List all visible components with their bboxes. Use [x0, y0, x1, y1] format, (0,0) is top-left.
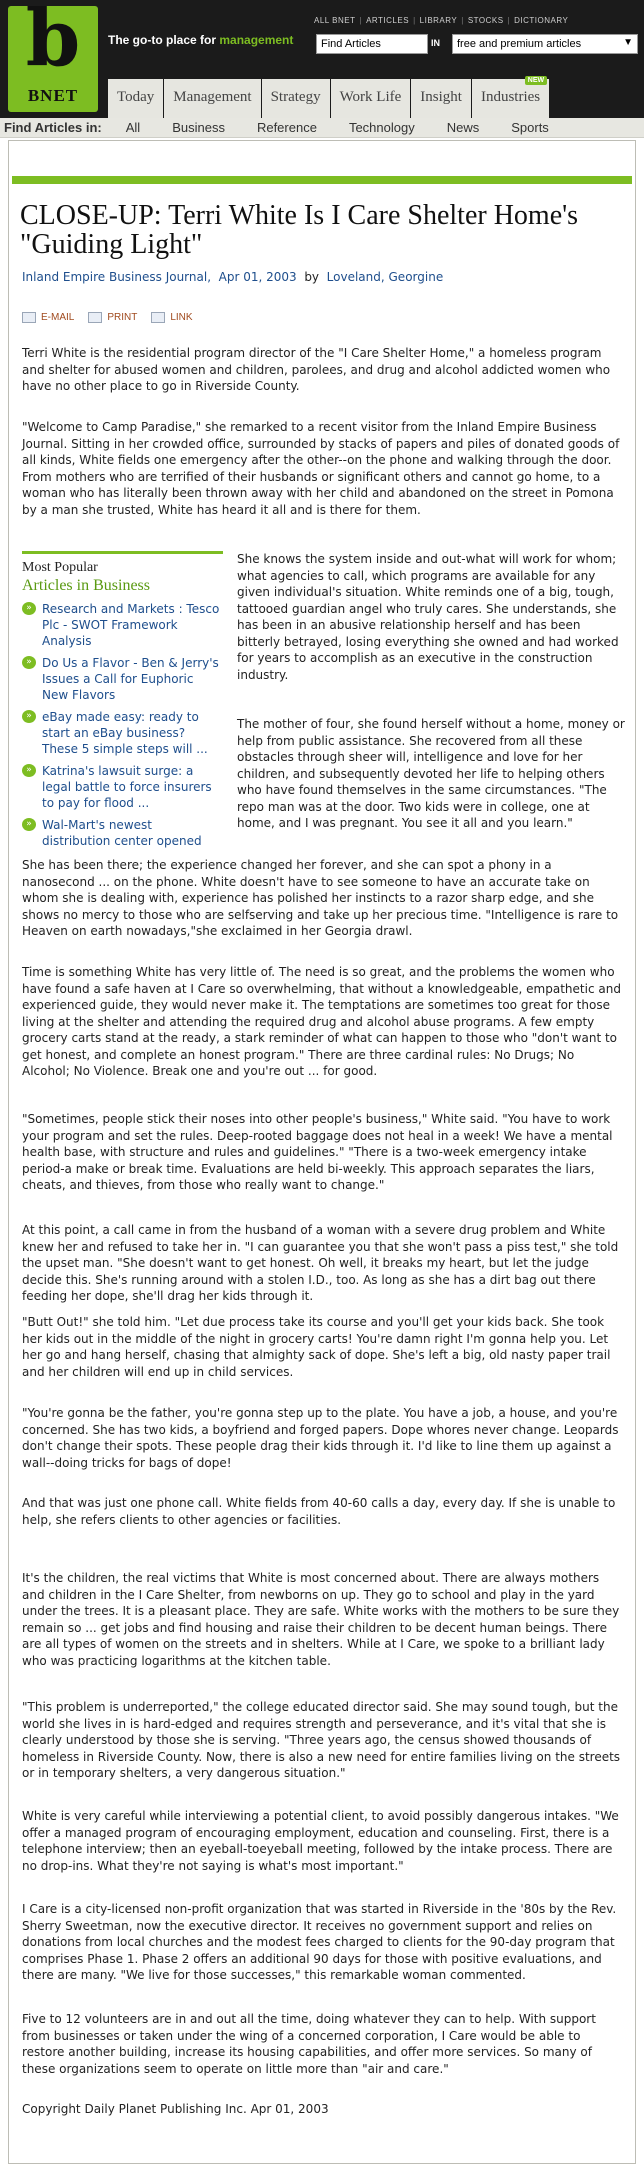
search-input[interactable]: Find Articles: [316, 34, 428, 54]
nav-tab-industries-label: Industries: [480, 89, 541, 105]
nav-tab-insight[interactable]: Insight: [411, 79, 471, 118]
search-scope-select[interactable]: [452, 34, 638, 54]
source-link[interactable]: Inland Empire Business Journal: [22, 270, 208, 284]
article-paragraph: And that was just one phone call. White fields from 40-60 calls a day, every day. If she is unable to help, she refers clients to other agencies or facilities.: [22, 1496, 616, 1527]
article-paragraph: "You're gonna be the father, you're gonna step up to the plate. You have a job, a house, and you're concerned. She has two kids, a boyfriend and forged papers. Dope whores never change. Leopards don't change their spots. These people drag their kids through it. I'd like to line them up against a wall--doing tricks for bags of dope!: [22, 1406, 619, 1470]
site-header: [0, 0, 644, 118]
search-scope-value: free and premium articles: [457, 38, 582, 50]
logo-word: BNET: [27, 86, 79, 105]
popular-article-link[interactable]: [22, 601, 223, 649]
printer-icon: [88, 312, 102, 323]
popular-article-title: Research and Markets : Tesco Plc - SWOT Framework Analysis: [42, 602, 220, 648]
article-paragraph: She has been there; the experience changed her forever, and she can spot a phony in a nanosecond ... on the phone. White doesn't have to see someone to have an accurate take on whom she is dealing with, experience has polished her instincts to a razor sharp edge, and she shows no mercy to those who are selfserving and take up her precious time. "Intelligence is rare to Heaven on earth nowadays,"she exclaimed in her Georgia drawl.: [22, 858, 619, 938]
nav-tab-work-life[interactable]: Work Life: [331, 79, 411, 118]
category-link-all[interactable]: All: [125, 120, 141, 135]
main-nav: [108, 79, 550, 118]
print-label: PRINT: [107, 312, 138, 323]
article-paragraph: White is very careful while interviewing a potential client, to avoid possibly dangerous intakes. "We offer a managed program of encouraging employment, education and counseling. First, there is a telephone interview; then an eyeball-toeyeball meeting, followed by the intake process. There are no drop-ins. What they're not saying is what's most important.": [22, 1809, 619, 1873]
print-button[interactable]: [88, 312, 137, 323]
top-link-library[interactable]: LIBRARY: [419, 16, 458, 25]
copyright-notice: Copyright Daily Planet Publishing Inc. Apr 01, 2003: [22, 2102, 329, 2116]
article-tools: [22, 312, 193, 323]
popular-article-title: eBay made easy: ready to start an eBay business? These 5 simple steps will ...: [42, 710, 208, 756]
logo-letter: b: [25, 0, 81, 84]
popular-article-link[interactable]: [22, 655, 223, 703]
link-label: LINK: [170, 312, 193, 323]
nav-tab-today[interactable]: Today: [108, 79, 163, 118]
bullet-arrow-icon: »: [22, 602, 36, 615]
email-label: E-MAIL: [41, 312, 75, 323]
article-paragraph: I Care is a city-licensed non-profit organization that was started in Riverside in the '80s by the Rev. Sherry Sweetman, now the executive director. It receives no government support and relies on donations from local churches and the modest fees charged to clients for the 90-day program that comprises Phase 1. Phase 2 offers an additional 90 days for those with positive evaluations, and there are many. "We live for those successes," this remarkable woman commented.: [22, 1902, 617, 1982]
nav-tab-management[interactable]: Management: [164, 79, 260, 118]
divider: |: [461, 16, 464, 25]
popular-article-link[interactable]: [22, 817, 223, 849]
article-paragraph: Terri White is the residential program director of the "I Care Shelter Home," a homeless program and shelter for abused women and children, parolees, and drug and alcohol addicted women who have no other place to go in Riverside County.: [22, 346, 611, 393]
bullet-arrow-icon: »: [22, 710, 36, 723]
article-paragraph: "Welcome to Camp Paradise," she remarked to a recent visitor from the Inland Empire Business Journal. Sitting in her crowded office, surrounded by stacks of papers and piles of donated goods of all kinds, White fields one emergency after the other--on the phone and walking through the door. From mothers who are terrified of their husbands or significant others and cannot go home, to a woman who has literally been thrown away with her child and abandoned on the street in Pomona by a man she trusted, White has heard it all and is there for them.: [22, 420, 620, 517]
link-button[interactable]: [151, 312, 192, 323]
divider: |: [359, 16, 363, 25]
top-link-all-bnet[interactable]: ALL BNET: [314, 16, 356, 25]
popular-article-title: Katrina's lawsuit surge: a legal battle to force insurers to pay for flood ...: [42, 764, 212, 810]
accent-bar: [12, 176, 632, 184]
bullet-arrow-icon: »: [22, 764, 36, 777]
sidebar-rule: [22, 551, 223, 554]
bnet-logo[interactable]: [8, 0, 98, 112]
tagline-prefix: The go-to place for: [108, 33, 216, 47]
article-paragraph: She knows the system inside and out-what will work for whom; what agencies to call, which programs are available for any given individual's situation. White reminds one of a big, tough, tattooed guardian angel who truly cares. She understands, she has been in an abusive relationship herself and has been bitterly betrayed, losing everything she owned and had worked for years to accomplish as an executive in the construction industry.: [237, 552, 619, 682]
in-label: IN: [431, 38, 440, 48]
dropdown-arrow-icon: ▼: [623, 37, 633, 48]
email-button[interactable]: [22, 312, 74, 323]
popular-article-link[interactable]: [22, 709, 223, 757]
category-link-business[interactable]: Business: [172, 120, 225, 135]
bullet-arrow-icon: »: [22, 656, 36, 669]
top-link-stocks[interactable]: STOCKS: [467, 16, 504, 25]
top-link-articles[interactable]: ARTICLES: [366, 16, 410, 25]
popular-article-link[interactable]: [22, 763, 223, 811]
category-link-reference[interactable]: Reference: [256, 120, 317, 135]
popular-article-title: Wal-Mart's newest distribution center opened: [42, 818, 202, 848]
bullet-arrow-icon: »: [22, 818, 36, 831]
find-articles-label: Find Articles in:: [4, 120, 102, 135]
top-links: [314, 16, 568, 25]
article-paragraph: Time is something White has very little of. The need is so great, and the problems the women who have found a safe haven at I Care so overwhelming, that without a knowledgeable, empathetic and experienced guide, they would never make it. The temptations are sometimes too great for those living at the shelter and attending the required drug and alcohol abuse programs. A few empty grocery carts stand at the ready, a stark reminder of what can happen to those who "don't want to get honest, and complete an honest program." There are three cardinal rules: No Drugs; No Alcohol; No Violence. Break one and you're out ... for good.: [22, 965, 621, 1078]
byline: Inland Empire Business Journal, Apr 01, 2003 by Loveland, Georgine: [22, 270, 444, 284]
new-badge: NEW: [525, 76, 547, 85]
article-paragraph: It's the children, the real victims that White is most concerned about. There are always mothers and children in the I Care Shelter, from newborns on up. They go to school and play in the yard under the trees. It is a pleasant place. They are safe. White works with the mothers to be sure they remain so ... get jobs and find housing and raise their children to be decent human beings. There are all types of women on the streets and in shelters. While at I Care, we spoke to a brilliant lady who was practicing logarithms at the kitchen table.: [22, 1571, 620, 1668]
article-paragraph: The mother of four, she found herself without a home, money or help from public assistance. She recovered from all these obstacles through sheer will, intelligence and love for her children, and subsequently devoted her life to helping others who have found themselves in the same circumstances. "The repo man was at the door. Two kids were in college, one at home, and I was pregnant. You see it all and you learn.": [237, 717, 625, 830]
link-icon: [151, 312, 165, 323]
category-link-sports[interactable]: Sports: [511, 120, 549, 135]
email-icon: [22, 312, 36, 323]
article-paragraph: "This problem is underreported," the college educated director said. She may sound tough, but the world she lives in is hard-edged and requires strength and perseverance, and it's vital that she is clearly understood by those she is serving. "Three years ago, the census showed thousands of homeless in Riverside County. Now, there is also a new need for entire families living on the streets or in temporary shelters, a very dangerous situation.": [22, 1700, 621, 1780]
date-link[interactable]: Apr 01, 2003: [218, 270, 297, 284]
article-paragraph: Five to 12 volunteers are in and out all the time, doing whatever they can to help. With support from businesses or taken under the wing of a concerned corporation, I Care would be able to restore another building, increase its housing capabilities, and offer more services. So many of these organizations seem to operate on little more than "air and care.": [22, 2012, 596, 2076]
by-label: by: [304, 270, 320, 284]
article-paragraph: "Butt Out!" she told him. "Let due process take its course and you'll get your kids back. She took her kids out in the middle of the night in grocery carts! You're damn right I'm gonna help you. Let her go and hang herself, chasing that almighty sack of dope. She's left a big, old nasty paper trail and her children will end up in child services.: [22, 1315, 611, 1379]
nav-tab-strategy[interactable]: Strategy: [262, 79, 330, 118]
category-link-technology[interactable]: Technology: [348, 120, 415, 135]
find-articles-bar: [0, 118, 644, 138]
divider: |: [413, 16, 416, 25]
author-link[interactable]: Loveland, Georgine: [326, 270, 444, 284]
article-paragraph: "Sometimes, people stick their noses into other people's business," White said. "You have to work your program and set the rules. Deep-rooted baggage does not heal in a week! We have a mental health base, with structure and rules and guidelines." "There is a two-week emergency intake period-a make or break time. Evaluations are held bi-weekly. This approach separates the liars, cheats, and thieves, from those who really want to change.": [22, 1112, 613, 1192]
category-link-news[interactable]: News: [446, 120, 480, 135]
sidebar-heading: Most Popular: [22, 560, 98, 575]
top-link-dictionary[interactable]: DICTIONARY: [514, 16, 569, 25]
most-popular-box: [22, 551, 223, 849]
nav-tab-industries[interactable]: [472, 79, 549, 118]
sidebar-subheading: Articles in Business: [22, 577, 150, 594]
popular-article-title: Do Us a Flavor - Ben & Jerry's Issues a Call for Euphoric New Flavors: [42, 656, 219, 702]
tagline: [108, 33, 293, 47]
article-paragraph: At this point, a call came in from the husband of a woman with a severe drug problem and White knew her and refused to take her in. "I can guarantee you that she won't pass a piss test," she told the upset man. "She doesn't want to get honest. Oh well, it breaks my heart, but let the judge decide this. She's running around with a stolen I.D., too. As long as she has a dirt bag out there feeding her dope, she'll drag her kids through it.: [22, 1223, 619, 1303]
article-title: CLOSE-UP: Terri White Is I Care Shelter Home's "Guiding Light": [20, 200, 579, 260]
tagline-highlight: management: [219, 33, 294, 47]
divider: |: [507, 16, 511, 25]
